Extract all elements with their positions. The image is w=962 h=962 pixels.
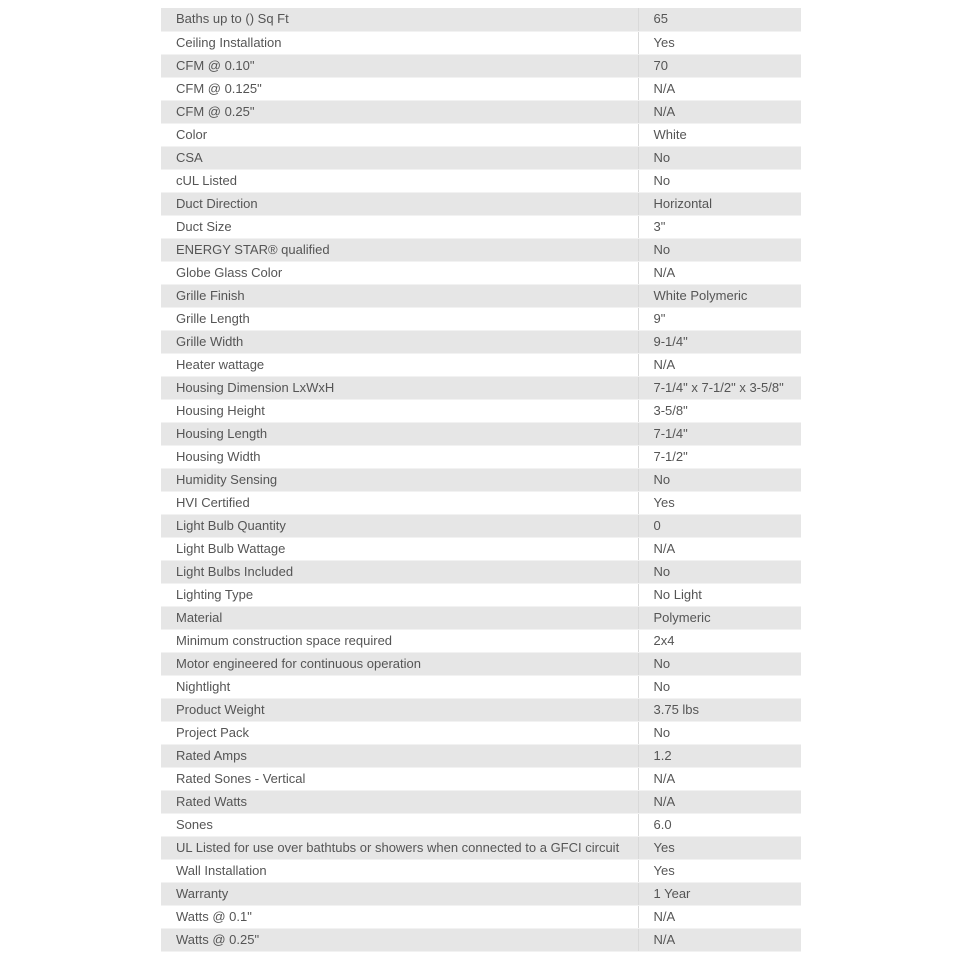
spec-label: Color <box>161 123 638 146</box>
spec-value: 7-1/2" <box>638 445 801 468</box>
spec-value: N/A <box>638 767 801 790</box>
table-row <box>161 422 801 445</box>
spec-value: Polymeric <box>638 606 801 629</box>
table-row <box>161 146 801 169</box>
table-row <box>161 721 801 744</box>
spec-value: N/A <box>638 77 801 100</box>
table-row <box>161 767 801 790</box>
spec-label: Heater wattage <box>161 353 638 376</box>
spec-label: ENERGY STAR® qualified <box>161 238 638 261</box>
table-row <box>161 123 801 146</box>
spec-value: 3.75 lbs <box>638 698 801 721</box>
table-row <box>161 744 801 767</box>
spec-value: N/A <box>638 537 801 560</box>
spec-label: Housing Length <box>161 422 638 445</box>
spec-value: No <box>638 169 801 192</box>
spec-label: Lighting Type <box>161 583 638 606</box>
table-row <box>161 445 801 468</box>
spec-value: 3-5/8" <box>638 399 801 422</box>
spec-label: UL Listed for use over bathtubs or showers when connected to a GFCI circuit <box>161 836 638 859</box>
spec-label: Housing Width <box>161 445 638 468</box>
table-row <box>161 330 801 353</box>
spec-label: Housing Dimension LxWxH <box>161 376 638 399</box>
spec-value: Yes <box>638 859 801 882</box>
spec-label: CFM @ 0.125" <box>161 77 638 100</box>
table-row <box>161 583 801 606</box>
table-row <box>161 8 801 31</box>
spec-label: Grille Finish <box>161 284 638 307</box>
spec-value: Horizontal <box>638 192 801 215</box>
table-row <box>161 652 801 675</box>
spec-label: CSA <box>161 146 638 169</box>
spec-label: Light Bulb Quantity <box>161 514 638 537</box>
spec-label: Humidity Sensing <box>161 468 638 491</box>
spec-label: Sones <box>161 813 638 836</box>
table-row <box>161 353 801 376</box>
table-row <box>161 813 801 836</box>
table-row <box>161 169 801 192</box>
spec-value: 9-1/4" <box>638 330 801 353</box>
spec-value: N/A <box>638 100 801 123</box>
spec-label: Motor engineered for continuous operation <box>161 652 638 675</box>
spec-value: 7-1/4" <box>638 422 801 445</box>
spec-label: Project Pack <box>161 721 638 744</box>
spec-label: Material <box>161 606 638 629</box>
spec-value: No <box>638 238 801 261</box>
spec-value: Yes <box>638 31 801 54</box>
table-row <box>161 238 801 261</box>
table-row <box>161 836 801 859</box>
spec-value: No <box>638 468 801 491</box>
spec-label: Rated Sones - Vertical <box>161 767 638 790</box>
spec-label: Watts @ 0.25" <box>161 928 638 951</box>
spec-value: 1 Year <box>638 882 801 905</box>
table-row <box>161 31 801 54</box>
spec-value: N/A <box>638 261 801 284</box>
table-row <box>161 192 801 215</box>
table-row <box>161 606 801 629</box>
table-row <box>161 859 801 882</box>
spec-value: 7-1/4" x 7-1/2" x 3-5/8" <box>638 376 801 399</box>
table-row <box>161 491 801 514</box>
spec-label: Baths up to () Sq Ft <box>161 8 638 31</box>
spec-value: No <box>638 652 801 675</box>
table-row <box>161 376 801 399</box>
spec-label: Warranty <box>161 882 638 905</box>
spec-label: Grille Length <box>161 307 638 330</box>
table-row <box>161 77 801 100</box>
spec-value: 6.0 <box>638 813 801 836</box>
spec-label: CFM @ 0.25" <box>161 100 638 123</box>
table-row <box>161 100 801 123</box>
spec-label: CFM @ 0.10" <box>161 54 638 77</box>
spec-value: No <box>638 721 801 744</box>
spec-label: Grille Width <box>161 330 638 353</box>
spec-label: Light Bulbs Included <box>161 560 638 583</box>
table-row <box>161 629 801 652</box>
spec-value: 0 <box>638 514 801 537</box>
spec-label: Duct Direction <box>161 192 638 215</box>
spec-label: Rated Watts <box>161 790 638 813</box>
spec-value: N/A <box>638 353 801 376</box>
spec-label: Globe Glass Color <box>161 261 638 284</box>
spec-value: 70 <box>638 54 801 77</box>
specifications-table <box>161 8 801 952</box>
table-row <box>161 790 801 813</box>
spec-value: N/A <box>638 928 801 951</box>
table-row <box>161 514 801 537</box>
table-row <box>161 882 801 905</box>
spec-value: No Light <box>638 583 801 606</box>
spec-label: Wall Installation <box>161 859 638 882</box>
spec-value: Yes <box>638 836 801 859</box>
specifications-body <box>161 8 801 951</box>
spec-value: White Polymeric <box>638 284 801 307</box>
table-row <box>161 905 801 928</box>
spec-value: No <box>638 675 801 698</box>
spec-value: N/A <box>638 905 801 928</box>
spec-label: Minimum construction space required <box>161 629 638 652</box>
spec-label: Light Bulb Wattage <box>161 537 638 560</box>
spec-label: Ceiling Installation <box>161 31 638 54</box>
spec-value: No <box>638 560 801 583</box>
table-row <box>161 560 801 583</box>
spec-value: White <box>638 123 801 146</box>
spec-value: 1.2 <box>638 744 801 767</box>
table-row <box>161 215 801 238</box>
spec-value: 65 <box>638 8 801 31</box>
spec-label: Nightlight <box>161 675 638 698</box>
spec-label: Watts @ 0.1" <box>161 905 638 928</box>
spec-label: Rated Amps <box>161 744 638 767</box>
spec-label: cUL Listed <box>161 169 638 192</box>
spec-label: Duct Size <box>161 215 638 238</box>
table-row <box>161 698 801 721</box>
spec-value: Yes <box>638 491 801 514</box>
spec-value: 2x4 <box>638 629 801 652</box>
table-row <box>161 675 801 698</box>
spec-value: 3" <box>638 215 801 238</box>
table-row <box>161 399 801 422</box>
spec-label: HVI Certified <box>161 491 638 514</box>
table-row <box>161 537 801 560</box>
table-row <box>161 468 801 491</box>
table-row <box>161 928 801 951</box>
spec-label: Housing Height <box>161 399 638 422</box>
spec-value: N/A <box>638 790 801 813</box>
spec-label: Product Weight <box>161 698 638 721</box>
table-row <box>161 261 801 284</box>
spec-value: No <box>638 146 801 169</box>
table-row <box>161 307 801 330</box>
table-row <box>161 54 801 77</box>
table-row <box>161 284 801 307</box>
spec-value: 9" <box>638 307 801 330</box>
